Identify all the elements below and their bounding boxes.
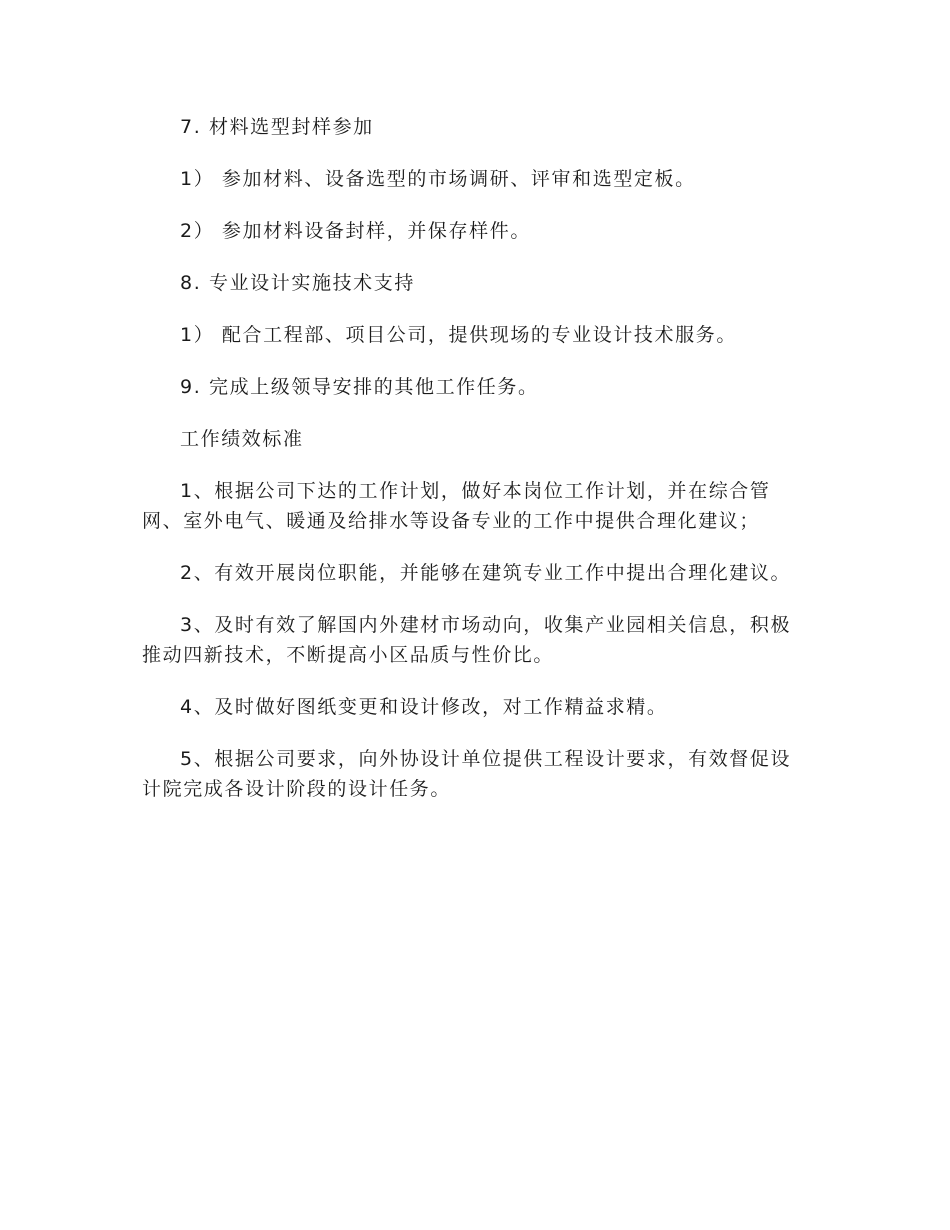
standard-item: 1、根据公司下达的工作计划，做好本岗位工作计划，并在综合管网、室外电气、暖通及给排水等设备专业的工作中提供合理化建议； [142,480,771,532]
standard-item: 3、及时有效了解国内外建材市场动向，收集产业园相关信息，积极推动四新技术，不断提高小区品质与性价比。 [142,614,792,666]
list-item: 1） 配合工程部、项目公司，提供现场的专业设计技术服务。 [180,324,737,346]
section-heading-design-support: 8. 专业设计实施技术支持 [180,272,415,294]
list-item: 1） 参加材料、设备选型的市场调研、评审和选型定板。 [180,168,696,190]
section-heading-material-selection: 7. 材料选型封样参加 [180,116,374,138]
list-item: 2） 参加材料设备封样，并保存样件。 [180,220,531,242]
standard-item: 4、及时做好图纸变更和设计修改，对工作精益求精。 [180,696,668,718]
section-heading-performance-standards: 工作绩效标准 [180,428,304,450]
section-heading-other-tasks: 9. 完成上级领导安排的其他工作任务。 [180,376,539,398]
standard-item: 2、有效开展岗位职能，并能够在建筑专业工作中提出合理化建议。 [180,562,792,584]
standard-item: 5、根据公司要求，向外协设计单位提供工程设计要求，有效督促设计院完成各设计阶段的设计任务。 [142,748,792,800]
document-body [142,112,808,826]
